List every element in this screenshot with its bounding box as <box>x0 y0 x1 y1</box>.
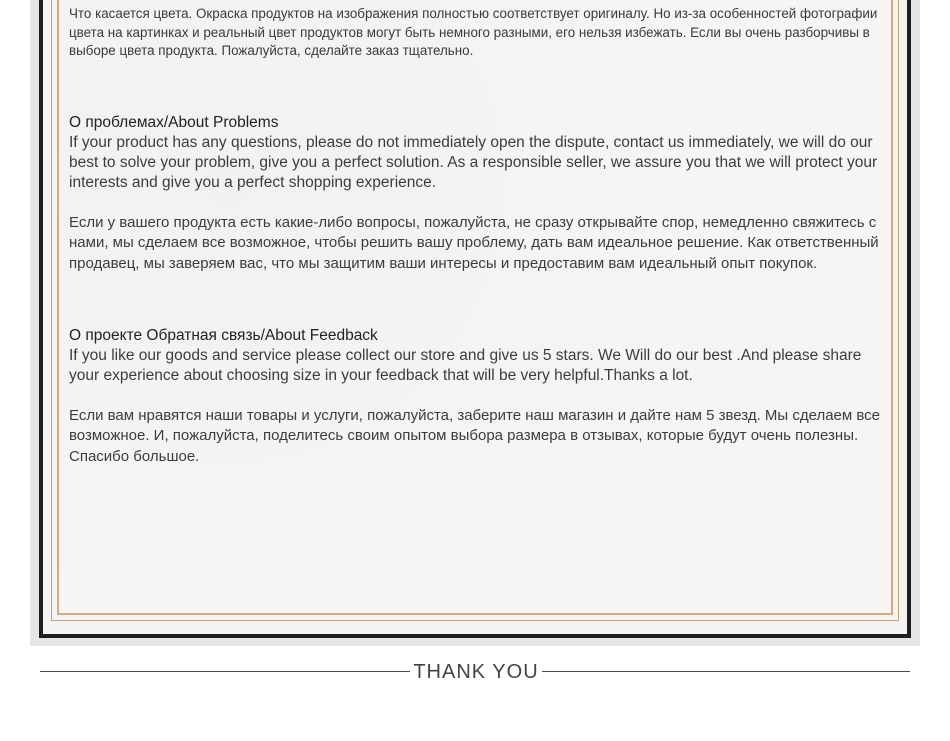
divider-left <box>40 671 410 672</box>
notice-content <box>69 5 884 467</box>
color-note-text: Что касается цвета. Окраска продуктов на изображения полностью соответствует оригиналу. Но из-за особенностей фотографии цвета на картинках и реальный цвет продуктов могут быть немного разными, его нельзя избежать. Если вы очень разборчивы в выборе цвета продукта. Пожалуйста, сделайте заказ тщательно. <box>69 6 878 58</box>
problems-text-en: If your product has any questions, please do not immediately open the dispute, contact us immediately, we will do our best to solve your problem, give you a perfect solution. As a responsible seller, we assure you that we will protect your interests and give you a perfect shopping experience. <box>69 133 878 191</box>
divider-right <box>542 671 910 672</box>
thank-you-text: THANK YOU <box>413 661 539 683</box>
feedback-text-ru: Если вам нравятся наши товары и услуги, пожалуйста, заберите наш магазин и дайте нам 5 звезд. Мы сделаем все возможное. И, пожалуйста, поделитесь своим опытом выбора размера в отзывах, которые будут очень полезны. Спасибо большое. <box>69 407 881 465</box>
feedback-text-en: If you like our goods and service please collect our store and give us 5 stars. We Will do our best .And please share your experience about choosing size in your feedback that will be very helpful.Thanks a lot. <box>69 346 862 384</box>
feedback-heading: О проекте Обратная связь/About Feedback <box>69 326 378 344</box>
thank-you-footer <box>40 660 910 686</box>
problems-text-ru: Если у вашего продукта есть какие-либо вопросы, пожалуйста, не сразу открывайте спор, немедленно свяжитесь с нами, мы сделаем все возможное, чтобы решить вашу проблему, дать вам идеальное решение. Как ответственный продавец, мы заверяем вас, что мы защитим ваши интересы и предоставим вам идеальный опыт покупок. <box>69 214 879 272</box>
problems-heading: О проблемах/About Problems <box>69 113 279 131</box>
